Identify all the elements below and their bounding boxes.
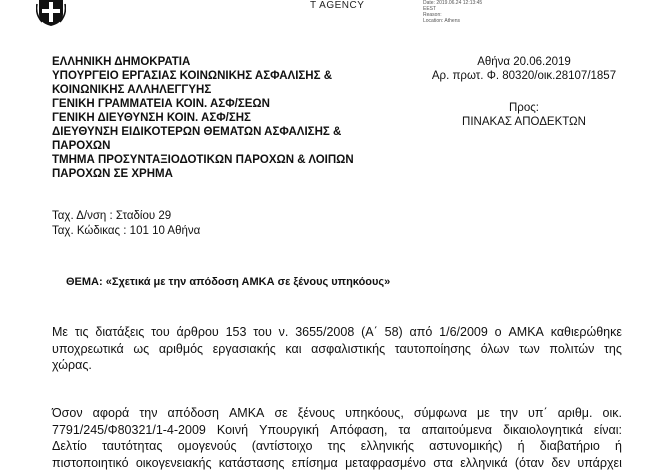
authority-line: ΓΕΝΙΚΗ ΓΡΑΜΜΑΤΕΙΑ ΚΟΙΝ. ΑΣΦ/ΣΕΩΝ [52, 97, 382, 111]
paragraph-line: Με τις διατάξεις του άρθρου 153 του ν. 3655/2008 (Α΄ 58) από 1/6/2009 ο ΑΜΚΑ καθιερώθηκε [52, 324, 622, 341]
postal-code: Ταχ. Κώδικας : 101 10 Αθήνα [52, 224, 200, 239]
paragraph-line: Δελτίο ταυτότητας ομογενούς (αντίστοιχο της ελληνικής αστυνομικής) ή διαβατήριο ή [52, 438, 622, 455]
authority-line: ΠΑΡΟΧΩΝ ΣΕ ΧΡΗΜΑ [52, 167, 382, 181]
postal-address: Ταχ. Δ/νση : Σταδίου 29 [52, 209, 200, 224]
address-block [52, 209, 200, 239]
hellenic-republic-emblem-icon [36, 0, 66, 26]
paragraph-line: πιστοποιητικό οικογενειακής κατάστασης επίσημα μεταφρασμένο στα ελληνικά (όταν δεν υπάρχει [52, 455, 622, 471]
paragraph-line: Όσον αφορά την απόδοση ΑΜΚΑ σε ξένους υπηκόους, σύμφωνα με την υπ΄ αριθμ. οικ. [52, 405, 622, 422]
signature-line: Date: 2019.06.24 12:13:45 [423, 0, 482, 6]
digital-signature-details [423, 0, 482, 24]
paragraph-line: υποχρεωτικά ως αριθμός εργασιακής και ασφαλιστικής ταυτοποίησης όλων των πολιτών της [52, 341, 622, 358]
paragraph-line: 7791/245/Φ80321/1-4-2009 Κοινή Υπουργική Απόφαση, τα απαιτούμενα δικαιολογητικά είναι: [52, 422, 622, 439]
document-subject: ΘΕΜΑ: «Σχετικά με την απόδοση ΑΜΚΑ σε ξένους υπηκόους» [66, 276, 390, 288]
document-meta-block [424, 55, 624, 129]
signature-line: Location: Athens [423, 18, 482, 24]
authority-line: ΚΟΙΝΩΝΙΚΗΣ ΑΛΛΗΛΕΓΓΥΗΣ [52, 83, 382, 97]
authority-line: ΤΜΗΜΑ ΠΡΟΣΥΝΤΑΞΙΟΔΟΤΙΚΩΝ ΠΑΡΟΧΩΝ & ΛΟΙΠΩΝ [52, 153, 382, 167]
recipient-value: ΠΙΝΑΚΑΣ ΑΠΟΔΕΚΤΩΝ [424, 115, 624, 129]
paragraph-line: χώρας. [52, 357, 622, 374]
signature-line: Reason: [423, 12, 482, 18]
recipient-label: Προς: [424, 101, 624, 115]
authority-line: ΕΛΛΗΝΙΚΗ ΔΗΜΟΚΡΑΤΙΑ [52, 55, 382, 69]
body-paragraph-2 [52, 405, 622, 471]
agency-stamp-text: T AGENCY [310, 0, 364, 11]
protocol-number: Αρ. πρωτ. Φ. 80320/οικ.28107/1857 [424, 69, 624, 83]
authority-line: ΠΑΡΟΧΩΝ [52, 139, 382, 153]
issuing-authority-block [52, 55, 382, 181]
authority-line: ΔΙΕΥΘΥΝΣΗ ΕΙΔΙΚΟΤΕΡΩΝ ΘΕΜΑΤΩΝ ΑΣΦΑΛΙΣΗΣ & [52, 125, 382, 139]
signature-line: EEST [423, 6, 482, 12]
document-date: Αθήνα 20.06.2019 [424, 55, 624, 69]
authority-line: ΥΠΟΥΡΓΕΙΟ ΕΡΓΑΣΙΑΣ ΚΟΙΝΩΝΙΚΗΣ ΑΣΦΑΛΙΣΗΣ & [52, 69, 382, 83]
authority-line: ΓΕΝΙΚΗ ΔΙΕΥΘΥΝΣΗ ΚΟΙΝ. ΑΣΦ/ΣΗΣ [52, 111, 382, 125]
body-paragraph-1 [52, 324, 622, 374]
